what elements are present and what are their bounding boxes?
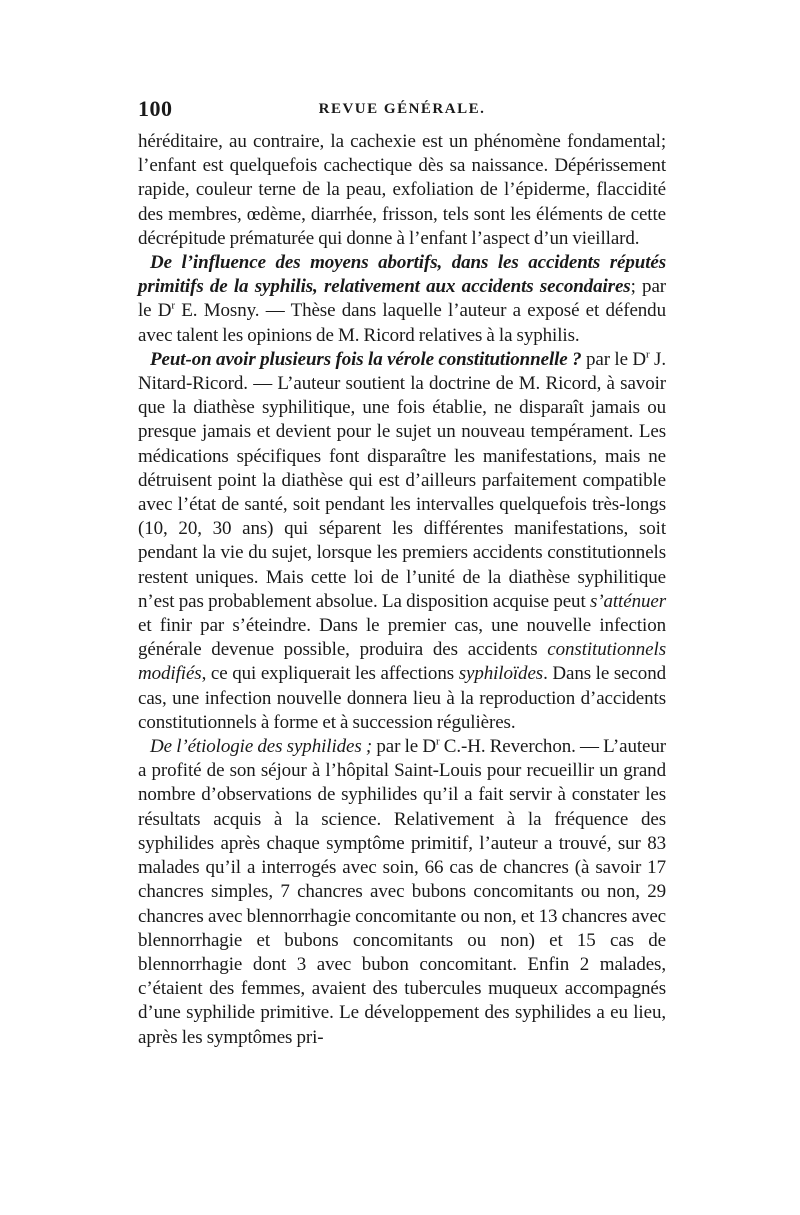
body-text (138, 130, 666, 1050)
bibliography-entry (138, 735, 666, 1050)
body-text-run: C.-H. Reverchon. — L’auteur a profité de son séjour à l’hôpital Saint-Louis pour recueillir un grand nombre d’observations de syphilides qu’il a fait servir à constater les résultats acquis à la science. Relativement à la fréquence des syphilides après chaque symptôme primitif, l’auteur a trouvé, sur 83 malades qu’il a interrogés avec soin, 66 cas de chancres (à savoir 17 chancres simples, 7 chancres avec bubons concomitants ou non, 29 chancres avec blennorrhagie concomitante ou non, et 13 chancres avec blennorrhagie et bubons concomitants ou non) et 15 cas de blennorrhagie dont 3 avec bubon concomitant. Enfin 2 malades, c’étaient des femmes, avaient des tubercules muqueux accompagnés d’une syphilide primitive. Le développement des syphilides a eu lieu, après les symptômes pri- (138, 736, 667, 1048)
bibliography-entry (138, 348, 666, 735)
superscript: r (646, 348, 650, 361)
entry-title: Peut-on avoir plusieurs fois la vérole constitutionnelle ? (150, 348, 582, 370)
italic-text: De l’étiologie des syphilides ; (150, 736, 373, 758)
body-text-run: , ce qui expliquerait les affections (201, 663, 459, 685)
superscript: r (171, 300, 175, 313)
bibliography-entry (138, 251, 666, 348)
body-text-run: J. Nitard-Ricord. — L’auteur soutient la doctrine de M. Ricord, à savoir que la diathèse syphilitique, une fois établie, ne disparaît jamais ou presque jamais et devient pour le sujet un nouveau tempérament. Les médications spécifiques font disparaître les manifestations, mais ne détruisent point la diathèse qui est d’ailleurs parfaitement compatible avec l’état de santé, soit pendant les intervalles quelquefois très-longs (10, 20, 30 ans) qui séparent les différentes manifestations, soit pendant la vie du sujet, lorsque les premiers accidents constitutionnels restent uniques. Mais cette loi de l’unité de la diathèse syphilitique n’est pas probablement absolue. La disposition acquise peut (138, 348, 667, 612)
italic-text: s’atténuer (589, 590, 666, 612)
body-text-run: E. Mosny. — Thèse dans laquelle l’auteur a exposé et défendu avec talent les opinions de M. Ricord relatives à la syphilis. (138, 300, 666, 346)
body-text-run: héréditaire, au contraire, la cachexie est un phénomène fondamental; l’enfant est quelquefois cachectique dès sa naissance. Dépérissement rapide, couleur terne de la peau, exfoliation de l’épiderme, flaccidité des membres, œdème, diarrhée, frisson, tels sont les éléments de cette décrépitude prématurée qui donne à l’enfant l’aspect d’un vieillard. (138, 131, 666, 249)
body-text-run: par le D (372, 736, 436, 758)
italic-text: constitutionnels modifiés (138, 639, 666, 685)
superscript: r (435, 735, 440, 748)
paragraph-continuation (138, 130, 666, 251)
running-head (138, 96, 666, 126)
body-text-run: ; par le D (138, 276, 667, 322)
body-text-run: par le D (581, 348, 647, 370)
journal-title: REVUE GÉNÉRALE. (318, 101, 486, 117)
book-page (138, 96, 666, 1050)
italic-text: syphiloïdes (458, 663, 544, 685)
page-number: 100 (138, 96, 173, 121)
body-text-run: . Dans le second cas, une infection nouvelle donnera lieu à la reproduction d’accidents constitutionnels à forme et à succession régulières. (138, 663, 667, 733)
entry-title: De l’influence des moyens abortifs, dans les accidents réputés primitifs de la syphilis, relativement aux accidents secondaires (138, 252, 666, 298)
body-text-run: et finir par s’éteindre. Dans le premier cas, une nouvelle infection générale devenue possible, produira des accidents (138, 615, 666, 661)
